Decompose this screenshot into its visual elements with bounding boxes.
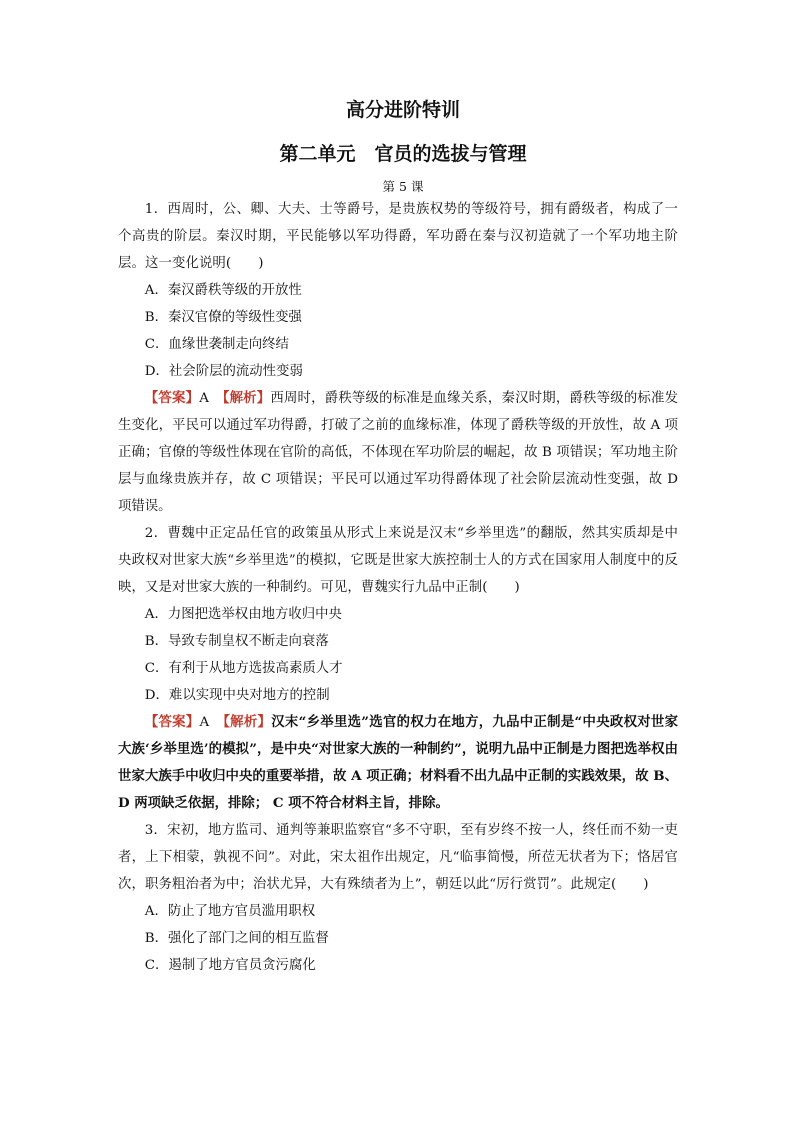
- option-a: A．秦汉爵秩等级的开放性: [144, 283, 302, 298]
- analysis-label: 【解析】: [222, 390, 271, 406]
- question-3: [118, 817, 678, 979]
- option-c: C．遏制了地方官员贪污腐化: [144, 958, 316, 973]
- answer-analysis: [118, 385, 678, 520]
- question-2: [118, 520, 678, 817]
- question-stem: 2．曹魏中正定品任官的政策虽从形式上来说是汉末“乡举里选”的翻版，然其实质却是中央政权对世家大族“乡举里选”的模拟，它既是世家大族控制士人的方式在国家用人制度中的反映，又是对世家大族的一种制约。可见，曹魏实行九品中正制( ): [118, 526, 678, 595]
- answer-analysis: [118, 709, 678, 817]
- option-d: D．难以实现中央对地方的控制: [144, 688, 330, 703]
- option-b: B．导致专制皇权不断走向衰落: [144, 634, 329, 649]
- analysis-label: 【解析】: [223, 714, 272, 730]
- answer-label: 【答案】: [144, 714, 200, 730]
- unit-title: 第二单元 官员的选拔与管理: [279, 143, 527, 165]
- page-title: 高分进阶特训: [345, 99, 460, 121]
- document-page: [118, 96, 678, 979]
- analysis-text: 西周时，爵秩等级的标准是血缘关系，秦汉时期，爵秩等级的标准发生变化，平民可以通过军功得爵，打破了之前的血缘标准，体现了爵秩等级的开放性，故 A 项正确；官僚的等级性体现在官阶的高低，不体现在军功阶层的崛起，故 B 项错误；军功地主阶层与血缘贵族并存，故 C 项错误；平民可以通过军功得爵体现了社会阶层流动性变强，故 D 项错误。: [118, 391, 679, 514]
- option-b: B．强化了部门之间的相互监督: [144, 931, 329, 946]
- option-d: D．社会阶层的流动性变弱: [144, 364, 303, 379]
- analysis-text: 汉末“乡举里选”选官的权力在地方，九品中正制是“中央政权对世家大族‘乡举里选’的模拟”，是中央“对世家大族的一种制约”，说明九品中正制是力图把选举权由世家大族手中收归中央的重要举措，故 A 项正确；材料看不出九品中正制的实践效果，故 B、D 两项缺乏依据，排除； C 项不符合材料主旨，排除。: [118, 714, 679, 811]
- question-stem: 3．宋初，地方监司、通判等兼职监察官“多不守职，至有岁终不按一人，终任而不劾一吏者，上下相蒙，孰视不问”。对此，宋太祖作出规定，凡“临事简慢，所莅无状者为下；恪居官次，职务粗治者为中；治状尤异，大有殊绩者为上”，朝廷以此“厉行赏罚”。此规定( ): [118, 823, 678, 892]
- option-a: A．防止了地方官员滥用职权: [144, 904, 316, 919]
- answer-label: 【答案】: [144, 390, 200, 406]
- question-stem: 1．西周时，公、卿、大夫、士等爵号，是贵族权势的等级符号，拥有爵级者，构成了一个高贵的阶层。秦汉时期，平民能够以军功得爵，军功爵在秦与汉初造就了一个军功地主阶层。这一变化说明( ): [118, 202, 678, 271]
- answer-value: A: [199, 391, 209, 406]
- option-b: B．秦汉官僚的等级性变强: [144, 310, 302, 325]
- answer-value: A: [199, 715, 210, 730]
- lesson-number: 第 5 课: [382, 179, 424, 194]
- option-c: C．有利于从地方选拔高素质人才: [144, 661, 343, 676]
- option-c: C．血缘世袭制走向终结: [144, 337, 289, 352]
- question-1: [118, 196, 678, 520]
- option-a: A．力图把选举权由地方收归中央: [144, 607, 342, 622]
